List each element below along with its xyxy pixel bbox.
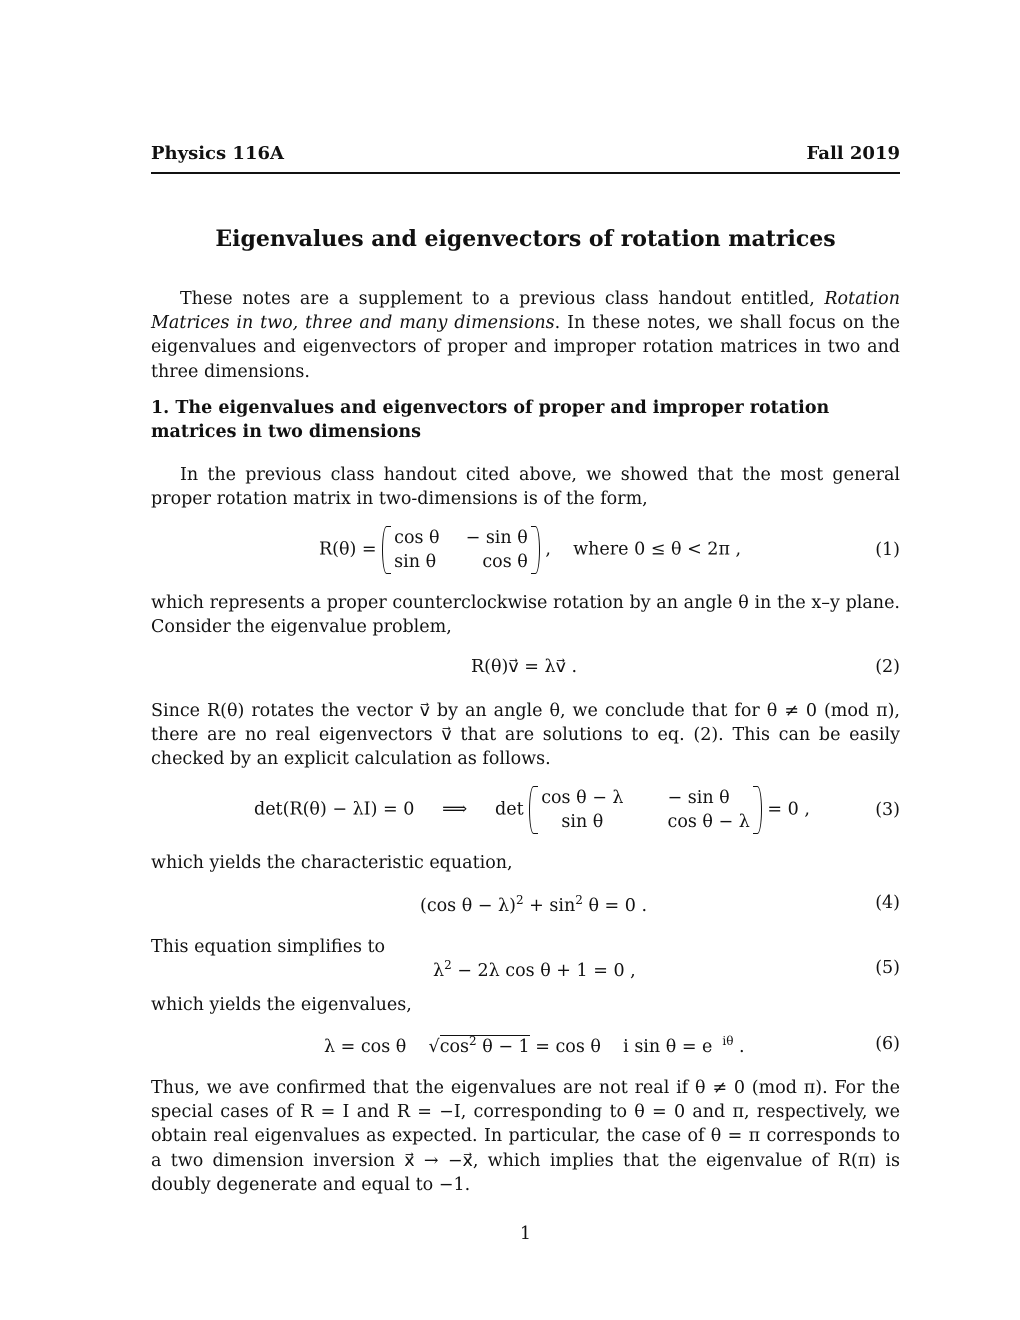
header-rule — [151, 172, 900, 174]
course-name: Physics 116A — [151, 143, 284, 164]
intro-text-before: These notes are a supplement to a previous class handout entitled, — [180, 289, 825, 309]
eq4-exponent-2: 2 — [575, 893, 583, 907]
paragraph-5: This equation simplifies to — [151, 937, 386, 957]
term: Fall 2019 — [806, 143, 900, 164]
eq3-matrix — [529, 786, 762, 834]
eq4-part-a: (cos θ − λ) — [420, 895, 516, 916]
intro-handout-title: Rotation Matrices in two, three and many dimensions — [151, 289, 900, 334]
eq3-m11: cos θ − λ — [541, 788, 624, 808]
eq4-number: (4) — [875, 893, 900, 913]
eq6-part-b: = cos θ i sin θ = e — [529, 1036, 713, 1057]
eq6-radicand-b: θ − 1 — [476, 1036, 530, 1057]
eq1-m22: cos θ — [482, 552, 528, 572]
eq1-m12: − sin θ — [465, 528, 528, 548]
eq5-exponent: 2 — [444, 958, 452, 972]
document-title: Eigenvalues and eigenvectors of rotation matrices — [215, 226, 836, 252]
eq4-exponent-1: 2 — [515, 893, 524, 907]
paragraph-4: which yields the characteristic equation, — [151, 853, 513, 873]
eq6-exponent: iθ — [722, 1034, 734, 1048]
eq1-m21: sin θ — [394, 552, 437, 572]
paragraph-7: Thus, we ave confirmed that the eigenvalues are not real if θ ≠ 0 (mod π). For the special cases of R = I and R = −I, corresponding to θ = 0 and π, respectively, we obtain real eigenvalues as expected. In particular, the case of θ = π corresponds to a two dimension inversion x⃗ → −x⃗, which implies that the eigenvalue of R(π) is doubly degenerate and equal to −1. — [151, 1078, 900, 1195]
eq1-number: (1) — [875, 540, 900, 560]
eq3-m12: − sin θ — [667, 788, 730, 808]
paragraph-1: In the previous class handout cited above, we showed that the most general proper rotation matrix in two-dimensions is of the form, — [151, 465, 900, 510]
page-number: 1 — [519, 1224, 532, 1244]
eq6-radicand-exponent: 2 — [469, 1034, 477, 1048]
eq3-lhs: det(R(θ) − λI) = 0 ⟹ det — [254, 799, 524, 820]
paragraph-6: which yields the eigenvalues, — [151, 995, 412, 1015]
eq1-rhs: , where 0 ≤ θ < 2π , — [545, 539, 742, 560]
eq5-number: (5) — [875, 958, 900, 978]
eq5-part-a: λ — [433, 960, 445, 981]
eq3-number: (3) — [875, 800, 900, 820]
eq6-radicand — [440, 1035, 530, 1057]
eq1-matrix — [382, 526, 540, 574]
eq2-number: (2) — [875, 657, 900, 677]
eq4-part-b: + sin — [523, 895, 576, 916]
equation-3 — [151, 786, 900, 846]
eq1-lhs: R(θ) = — [319, 539, 377, 560]
eq6-number: (6) — [875, 1034, 900, 1054]
eq4-part-c: θ = 0 . — [582, 895, 648, 916]
eq3-rhs: = 0 , — [767, 799, 810, 820]
intro-text-after: . In these notes, we shall focus on the eigenvalues and eigenvectors of proper and improper rotation matrices in two and three dimensions. — [151, 313, 900, 382]
intro-paragraph — [151, 287, 900, 384]
running-header — [151, 143, 900, 167]
section-heading: 1. The eigenvalues and eigenvectors of proper and improper rotation matrices in two dimensions — [151, 398, 830, 443]
eq6-radicand-a: cos — [439, 1036, 470, 1057]
equation-1 — [151, 526, 900, 586]
eq3-m22: cos θ − λ — [667, 812, 750, 832]
paragraph-3: Since R(θ) rotates the vector v⃗ by an angle θ, we conclude that for θ ≠ 0 (mod π), there are no real eigenvectors v⃗ that are solutions to eq. (2). This can be easily checked by an explicit calculation as follows. — [151, 701, 900, 770]
eq3-m21: sin θ — [561, 812, 604, 832]
eq6-part-c: . — [733, 1036, 745, 1057]
eq1-m11: cos θ — [394, 528, 440, 548]
eq6-part-a: λ = cos θ √ — [324, 1036, 440, 1057]
eq2-body: R(θ)v⃗ = λv⃗ . — [471, 657, 578, 677]
paragraph-2: which represents a proper counterclockwise rotation by an angle θ in the x–y plane. Consider the eigenvalue problem, — [151, 593, 900, 638]
eq5-part-b: − 2λ cos θ + 1 = 0 , — [451, 960, 636, 981]
